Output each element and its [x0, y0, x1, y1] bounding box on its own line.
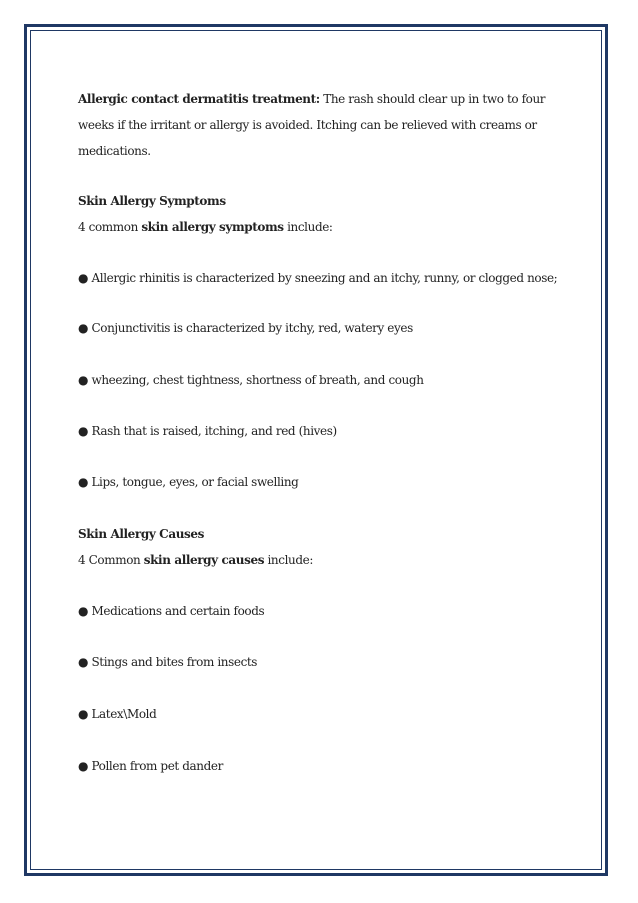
cause-item: ● Medications and certain foods [78, 604, 265, 618]
causes-intro-prefix: 4 Common [78, 553, 144, 567]
causes-intro [78, 552, 313, 568]
symptoms-intro-suffix: include: [283, 220, 333, 234]
intro-line-1 [78, 91, 545, 107]
cause-item: ● Stings and bites from insects [78, 655, 258, 669]
symptoms-heading: Skin Allergy Symptoms [78, 194, 226, 208]
causes-heading: Skin Allergy Causes [78, 527, 204, 541]
symptom-item: ● Allergic rhinitis is characterized by sneezing and an itchy, runny, or clogged nose; [78, 271, 558, 285]
symptom-item: ● Conjunctivitis is characterized by itchy, red, watery eyes [78, 321, 413, 335]
cause-item: ● Pollen from pet dander [78, 759, 223, 773]
intro-heading: Allergic contact dermatitis treatment: [78, 92, 320, 106]
intro-line-3: medications. [78, 144, 151, 158]
causes-intro-suffix: include: [264, 553, 313, 567]
symptoms-intro-bold: skin allergy symptoms [141, 220, 284, 234]
causes-intro-bold: skin allergy causes [143, 553, 265, 567]
symptoms-intro [78, 219, 333, 235]
symptoms-intro-prefix: 4 common [78, 220, 142, 234]
intro-line-2: weeks if the irritant or allergy is avoided. Itching can be relieved with creams or [78, 118, 537, 132]
intro-text: The rash should clear up in two to four [319, 92, 546, 106]
cause-item: ● Latex\Mold [78, 707, 157, 721]
symptom-item: ● wheezing, chest tightness, shortness of breath, and cough [78, 373, 424, 387]
symptom-item: ● Lips, tongue, eyes, or facial swelling [78, 475, 299, 489]
symptom-item: ● Rash that is raised, itching, and red (hives) [78, 424, 337, 438]
